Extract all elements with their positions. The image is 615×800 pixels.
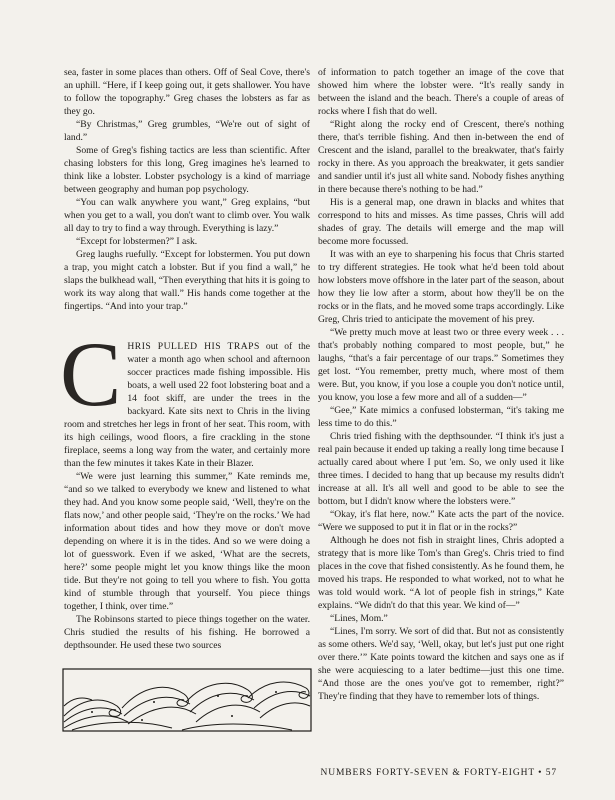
paragraph: “You can walk anywhere you want,” Greg explains, “but when you get to a wall, you don't want to climb over. You walk all day to try to find a way through. Everything is lazy.” — [64, 197, 310, 234]
paragraph: “Lines, I'm sorry. We sort of did that. But not as consistently as some others. We'd say, ‘Well, okay, but let's just put one right over there.’” Kate points toward the kitchen and says one as if she were acquiescing to a later bedtime—just this one time. “And those are the ones you've got to remember, right?” They're finding that they have to remember lots of things. — [318, 626, 564, 702]
paragraph: “Gee,” Kate mimics a confused lobsterman, “it's taking me less time to do this.” — [318, 405, 564, 429]
paragraph: sea, faster in some places than others. Off of Seal Cove, there's an uphill. “Here, if I keep going out, it gets shallower. You have to follow the topography.” Greg chases the lobsters as far as they go. — [64, 67, 310, 117]
wave-illustration — [62, 668, 312, 732]
left-column — [60, 66, 310, 652]
left-bottom-paragraphs — [64, 470, 310, 652]
paragraph: Chris tried fishing with the depthsounder. “I think it's just a real pain because it ended up taking a really long time because I actually cared about where I put 'em. So, we only used it like three times. I decided to hang that up because my results didn't increase at all. It's all well and good to be able to see the bottom, but I didn't know where the lobsters were.” — [318, 431, 564, 507]
page-footer — [320, 768, 557, 778]
paragraph: “Lines, Mom.” — [330, 613, 388, 624]
paragraph: “Okay, it's flat here, now.” Kate acts the part of the novice. “Were we supposed to put it in flat or in the rocks?” — [318, 509, 564, 533]
paragraph: The Robinsons started to piece things together on the water. Chris studied the results of his fishing. He borrowed a depthsounder. He used these two sources — [64, 614, 310, 651]
paragraph: of information to patch together an image of the cove that showed him where the lobster were. “It's really sandy in between the island and the beach. There's a couple of areas of rocks where I fish that do well. — [318, 67, 564, 117]
paragraph: Greg laughs ruefully. “Except for lobstermen. You put down a trap, you might catch a lobster. But if you find a wall,” he slaps the bulkhead wall, “Then everything that hits it is going to work its way along that wall.” His hands come together at the fingertips. “And into your trap.” — [64, 249, 310, 312]
paragraph: Some of Greg's fishing tactics are less than scientific. After chasing lobsters for this long, Greg imagines he's learned to think like a lobster. Lobster psychology is a kind of marriage between geography and human pop psychology. — [64, 145, 310, 195]
paragraph: “By Christmas,” Greg grumbles, “We're out of sight of land.” — [64, 119, 310, 143]
paragraph: Although he does not fish in straight lines, Chris adopted a strategy that is more like Tom's than Greg's. Chris tried to find places in the cove that fished consistently. As he found them, he moved his traps. He responded to what worked, not to what he was told would work. “A lot of people fish in strings,” Kate explains. “We didn't do that this year. We kind of—” — [318, 535, 564, 611]
page-number: 57 — [545, 768, 557, 778]
left-top-paragraphs — [64, 66, 310, 313]
paragraph: “We were just learning this summer,” Kate reminds me, “and so we talked to everybody we knew and listened to what they had. And you know some people said, ‘Well, they're on the flats now,’ and other people said, ‘They're on the rocks.’ We had information about tides and how they move or don't move depending on where it is in the tides. And so we were doing a lot of guesswork. Even if we asked, ‘What are the secrets, here?’ some people might let you know things like the moon tide. But they're not going to tell you where to fish. You gotta kind of stumble through that yourself. You piece things together, I think, over time.” — [64, 471, 310, 612]
drop-cap: C — [60, 323, 122, 425]
paragraph: His is a general map, one drawn in blacks and whites that correspond to hits and misses. As time passes, Chris will add shades of gray. The details will emerge and the map will become more focussed. — [318, 197, 564, 247]
paragraph: “Except for lobstermen?” I ask. — [76, 236, 198, 247]
issue-label: NUMBERS FORTY-SEVEN & FORTY-EIGHT — [320, 768, 535, 778]
footer-separator: • — [538, 768, 543, 778]
paragraph: “We pretty much move at least two or three every week . . . that's probably nothing compared to most people, but,” he laughs, “that's a fair percentage of our traps.” Sometimes they get lost. “You remember, pretty much, where most of them were. But, you know, if you lose a couple you don't notice until, you know, you lose a few more and all of a sudden—” — [318, 327, 564, 403]
lead-in-smallcaps: HRIS PULLED HIS TRAPS — [127, 341, 260, 352]
dropcap-paragraph-text: out of the water a month ago when school and afternoon soccer practices made fishing impossible. His boats, a well used 22 foot lobstering boat and a 14 foot skiff, are under the trees in the backyard. Kate sits next to Chris in the living room and stretches her legs in front of her seat. This room, with its high ceilings, wood floors, a fire crackling in the stone fireplace, seems a long way from the water, and certainly more than the few minutes it takes Kate in their Blazer. — [64, 341, 310, 469]
paragraph: “Right along the rocky end of Crescent, there's nothing there, that's terrible fishing. And then in-between the end of Crescent and the island, parallel to the breakwater, that's fairly rocky in there. As you approach the breakwater, it gets sandier and sandier until it's just all white sand. Nobody fishes anything in there because there's nothing to be had.” — [318, 119, 564, 195]
right-column — [318, 66, 564, 703]
paragraph: It was with an eye to sharpening his focus that Chris started to try different strategies. He took what he'd been told about how lobsters move offshore in the later part of the season, about how they lie low after a storm, about how they'll be on the rocks or in the flats, and he moved some traps accordingly. Like Greg, Chris tried to anticipate the movement of his prey. — [318, 249, 564, 325]
dropcap-paragraph — [60, 323, 310, 470]
